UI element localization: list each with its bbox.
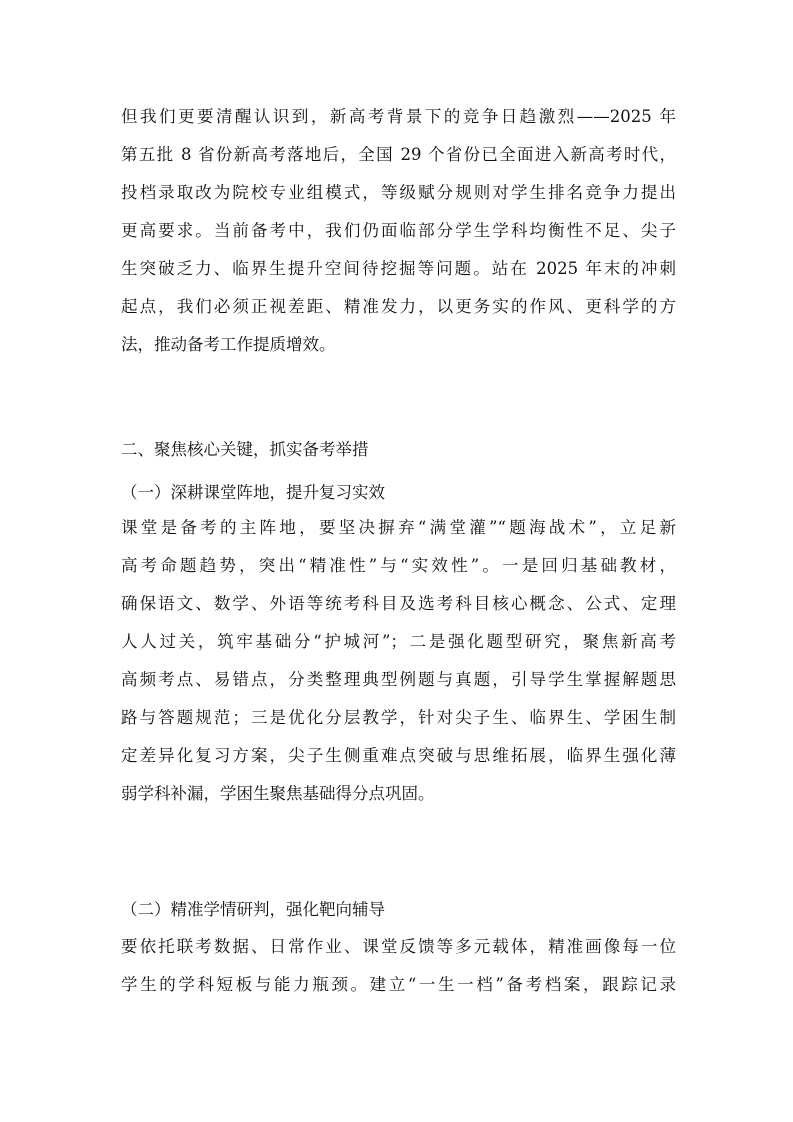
text-line: 生突破乏力、临界生提升空间待挖掘等问题。站在 2025 年末的冲刺 bbox=[121, 259, 676, 278]
text-line: 法，推动备考工作提质增效。 bbox=[121, 335, 336, 354]
subsection-heading: （一）深耕课堂阵地，提升复习实效 bbox=[121, 483, 385, 502]
subsection-heading: （二）精准学情研判，强化靶向辅导 bbox=[121, 900, 385, 919]
text-line: 课堂是备考的主阵地，要坚决摒弃“满堂灌”“题海战术”，立足新 bbox=[121, 518, 676, 537]
text-line: 但我们更要清醒认识到，新高考背景下的竞争日趋激烈——2025 年 bbox=[121, 107, 676, 126]
text-line: 确保语文、数学、外语等统考科目及选考科目核心概念、公式、定理 bbox=[121, 594, 676, 613]
paragraph-classroom bbox=[121, 509, 676, 813]
section-heading: 二、聚焦核心关键，抓实备考举措 bbox=[121, 440, 369, 459]
text-line: 要依托联考数据、日常作业、课堂反馈等多元载体，精准画像每一位 bbox=[121, 937, 676, 956]
text-line: 起点，我们必须正视差距、精准发力，以更务实的作风、更科学的方 bbox=[121, 297, 676, 316]
text-line: 弱学科补漏，学困生聚焦基础得分点巩固。 bbox=[121, 784, 435, 803]
text-line: 路与答题规范；三是优化分层教学，针对尖子生、临界生、学困生制 bbox=[121, 708, 676, 727]
text-line: 投档录取改为院校专业组模式，等级赋分规则对学生排名竞争力提出 bbox=[121, 183, 676, 202]
text-line: 学生的学科短板与能力瓶颈。建立“一生一档”备考档案，跟踪记录 bbox=[121, 975, 676, 994]
text-line: 高考命题趋势，突出“精准性”与“实效性”。一是回归基础教材， bbox=[121, 556, 676, 575]
text-line: 定差异化复习方案，尖子生侧重难点突破与思维拓展，临界生强化薄 bbox=[121, 746, 676, 765]
paragraph-intro bbox=[121, 98, 676, 364]
paragraph-learning-analysis bbox=[121, 928, 676, 1004]
text-line: 更高要求。当前备考中，我们仍面临部分学生学科均衡性不足、尖子 bbox=[121, 221, 676, 240]
text-line: 人人过关，筑牢基础分“护城河”；二是强化题型研究，聚焦新高考 bbox=[121, 632, 676, 651]
text-line: 第五批 8 省份新高考落地后，全国 29 个省份已全面进入新高考时代， bbox=[121, 145, 676, 164]
text-line: 高频考点、易错点，分类整理典型例题与真题，引导学生掌握解题思 bbox=[121, 670, 676, 689]
